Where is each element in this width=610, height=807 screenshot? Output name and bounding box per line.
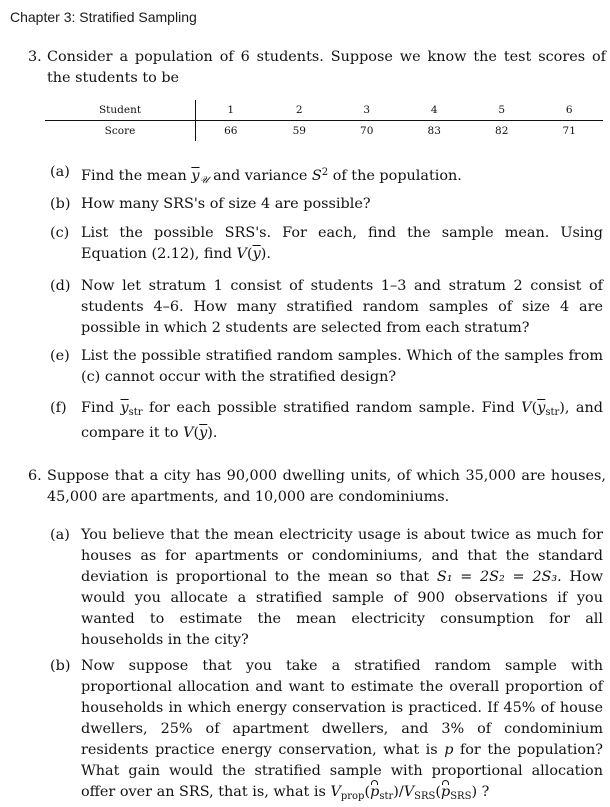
math-equation: S₁ = 2S₂ = 2S₃ [436,569,558,585]
problem-3-number: 3. [28,49,42,65]
student-cell: 3 [333,100,400,121]
part-3e [50,346,603,388]
student-cell: 1 [196,100,266,121]
part-3b [50,194,603,215]
math-ybar: $\overline{y}$ [120,400,129,416]
part-label: (c) [50,225,70,241]
text: Now suppose that you take a stratified random sample with proportional allocation and want to estimate the overall proportion of households in which energy conservation is practiced. If 45% of house dwellers, 25% of apartment dwellers, and 3% of condominium residents practice energy conservation, what is [81,658,603,758]
score-cell: 82 [495,125,509,137]
part-label: (b) [50,658,71,674]
score-cell: 59 [292,125,306,137]
part-3a [50,162,603,191]
math-V: V [403,784,415,800]
math-ybar: $\overline{y}$ [199,425,208,441]
text: . [266,246,271,262]
math-ybar: $\overline{y}$ [537,400,546,416]
problem-6-stem: Suppose that a city has 90,000 dwelling units, of which 35,000 are houses, 45,000 are apartments, and 10,000 are condominiums. [47,468,606,505]
part-label: (a) [50,527,70,543]
math-S: S [311,168,322,184]
part-text: Find $\overline{y}_{str}$ for each possible stratified random sample. Find $V(\overline{y}_{str})$, and compare it to $V(\overline{y})$. [81,400,603,441]
part-3f [50,398,603,444]
part-text: Now let stratum 1 consist of students 1–3 and stratum 2 consist of students 4–6. How many stratified random samples of size 4 are possible in which 2 students are selected from each stratum? [81,278,603,336]
part-3d [50,276,603,339]
score-row [45,121,603,142]
text: . How would you allocate a stratified sample of 900 observations if you wanted to estimate the mean electricity consumption for all households in the city? [81,569,604,648]
math-V: V [330,784,341,800]
problem-6 [28,466,606,508]
part-label: (f) [50,400,67,416]
math-ybar: $\overline{y}$ [252,246,261,262]
text: List the possible SRS's. For each, find the sample mean. Using Equation (2.12), find [81,225,603,262]
problem-6-number: 6. [28,468,42,484]
score-row-label: Score [45,121,196,142]
part-label: (a) [50,164,70,180]
text: You believe that the mean electricity usage is about twice as much for houses as for apartments or condominiums, and that the standard deviation is proportional to the mean so that [81,527,603,585]
student-cell: 5 [468,100,535,121]
problem-3 [28,47,606,89]
part-text: Now suppose that you take a stratified random sample with proportional allocation and want to estimate the overall proportion of households in which energy conservation is practiced. If 45% of house dwellers, 25% of apartment dwellers, and 3% of condominium residents practice energy conservation, what is p for the population? What gain would the stratified sample with proportional allocation offer over an SRS, that is, what is $V_{prop}(p_{str})/V_{SRS}(p_{SRS})$ ? [81,658,603,802]
part-6b [50,656,603,807]
student-row [45,100,603,121]
text: ? [477,784,490,800]
math-sub: SRS [414,791,436,802]
math-sub: str [545,407,560,418]
part-text [81,525,603,651]
part-label: (b) [50,196,71,212]
math-V: V [521,400,532,416]
student-cell: 2 [266,100,333,121]
math-V: V [183,425,194,441]
text: , and compare it to [81,400,603,441]
math-sub: 𝒰 [199,175,209,186]
math-ybar: $\overline{y}$ [191,168,200,184]
math-sub: SRS [450,791,472,802]
student-cell: 4 [400,100,467,121]
math-V: V [236,246,247,262]
problem-3-stem: Consider a population of 6 students. Suppose we know the test scores of the students to be [47,49,606,86]
math-p: p [444,742,454,758]
part-label: (d) [50,278,71,294]
text: Find [81,400,121,416]
score-cell: 66 [224,125,238,137]
text: for the population? What gain would the stratified sample with proportional allocation offer over an SRS, that is, what is [81,742,603,800]
part-text [81,162,603,191]
chapter-header: Chapter 3: Stratified Sampling [10,9,197,25]
part-text: List the possible stratified random samples. Which of the samples from (c) cannot occur with the stratified design? [81,348,603,385]
part-6a [50,525,603,651]
score-cell: 83 [427,125,441,137]
student-row-label: Student [45,100,196,121]
part-text: How many SRS's of size 4 are possible? [81,196,371,212]
text: and variance [208,168,312,184]
score-cell: 71 [562,125,576,137]
text: for each possible stratified random sample. Find [142,400,522,416]
text: of the population. [328,168,462,184]
text: . [212,425,218,441]
scores-table [45,100,603,141]
score-cell: 70 [360,125,374,137]
text: Find the mean [81,168,192,184]
math-phat: p [370,782,379,803]
part-3c [50,223,603,265]
math-sup: 2 [321,167,329,178]
student-cell: 6 [535,100,603,121]
math-sub: prop [340,791,365,802]
math-sub: str [379,791,394,802]
part-label: (e) [50,348,70,364]
math-phat: p [441,782,450,803]
math-sub: str [128,407,143,418]
part-text: List the possible SRS's. For each, find the sample mean. Using Equation (2.12), find $V(\overline{y})$. [81,225,603,262]
